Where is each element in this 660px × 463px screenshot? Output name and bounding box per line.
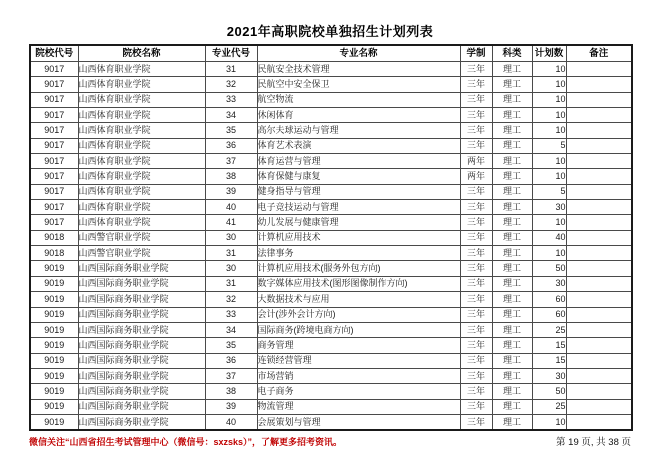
table-cell: 10 <box>532 215 566 230</box>
table-row <box>30 138 632 153</box>
table-cell: 理工 <box>492 92 532 107</box>
table-row <box>30 261 632 276</box>
table-row <box>30 169 632 184</box>
table-cell: 电子竞技运动与管理 <box>257 200 460 215</box>
table-cell: 三年 <box>460 261 492 276</box>
table-cell: 9019 <box>30 276 78 291</box>
table-cell: 30 <box>205 261 257 276</box>
table-cell: 三年 <box>460 123 492 138</box>
table-cell: 理工 <box>492 123 532 138</box>
table-cell: 三年 <box>460 292 492 307</box>
table-cell <box>566 307 632 322</box>
table-cell: 理工 <box>492 307 532 322</box>
table-cell: 9017 <box>30 123 78 138</box>
table-cell: 三年 <box>460 200 492 215</box>
table-cell: 50 <box>532 261 566 276</box>
table-cell: 体育运营与管理 <box>257 154 460 169</box>
table-cell: 9019 <box>30 292 78 307</box>
table-cell: 37 <box>205 154 257 169</box>
table-cell <box>566 230 632 245</box>
table-cell: 计算机应用技术(服务外包方向) <box>257 261 460 276</box>
table-cell: 民航空中安全保卫 <box>257 77 460 92</box>
table-cell: 9018 <box>30 230 78 245</box>
table-cell: 法律事务 <box>257 246 460 261</box>
table-row <box>30 92 632 107</box>
table-cell: 10 <box>532 92 566 107</box>
table-cell: 理工 <box>492 108 532 123</box>
table-cell: 数字媒体应用技术(图形图像制作方向) <box>257 276 460 291</box>
table-cell: 25 <box>532 322 566 337</box>
table-cell: 9017 <box>30 169 78 184</box>
table-cell: 理工 <box>492 138 532 153</box>
table-cell: 山西体育职业学院 <box>78 169 205 184</box>
table-cell: 休闲体育 <box>257 108 460 123</box>
table-cell: 36 <box>205 353 257 368</box>
table-row <box>30 338 632 353</box>
table-cell <box>566 399 632 414</box>
table-row <box>30 414 632 430</box>
table-cell: 理工 <box>492 77 532 92</box>
table-cell: 理工 <box>492 399 532 414</box>
table-cell: 9019 <box>30 261 78 276</box>
table-cell: 三年 <box>460 77 492 92</box>
enrollment-plan-table <box>29 44 633 431</box>
table-cell: 9017 <box>30 92 78 107</box>
table-cell <box>566 261 632 276</box>
table-cell: 10 <box>532 123 566 138</box>
table-cell: 三年 <box>460 184 492 199</box>
column-header: 专业名称 <box>257 45 460 62</box>
table-cell: 理工 <box>492 169 532 184</box>
table-cell: 高尔夫球运动与管理 <box>257 123 460 138</box>
table-cell: 理工 <box>492 261 532 276</box>
table-row <box>30 184 632 199</box>
table-cell: 山西体育职业学院 <box>78 62 205 77</box>
table-cell: 9017 <box>30 154 78 169</box>
table-cell: 33 <box>205 307 257 322</box>
table-row <box>30 215 632 230</box>
table-cell: 三年 <box>460 215 492 230</box>
table-cell: 三年 <box>460 384 492 399</box>
table-cell: 理工 <box>492 368 532 383</box>
table-cell: 理工 <box>492 322 532 337</box>
table-cell: 25 <box>532 399 566 414</box>
table-cell <box>566 322 632 337</box>
column-header: 计划数 <box>532 45 566 62</box>
table-cell: 三年 <box>460 307 492 322</box>
table-cell: 33 <box>205 92 257 107</box>
table-cell: 三年 <box>460 62 492 77</box>
column-header: 专业代号 <box>205 45 257 62</box>
table-cell <box>566 169 632 184</box>
table-cell: 38 <box>205 169 257 184</box>
table-cell: 三年 <box>460 92 492 107</box>
table-cell: 35 <box>205 123 257 138</box>
column-header: 院校名称 <box>78 45 205 62</box>
table-cell: 9019 <box>30 353 78 368</box>
page-title: 2021年高职院校单独招生计划列表 <box>226 24 434 39</box>
table-container <box>29 44 631 431</box>
table-cell: 市场营销 <box>257 368 460 383</box>
table-cell: 航空物流 <box>257 92 460 107</box>
table-cell: 会计(涉外会计方向) <box>257 307 460 322</box>
table-cell: 40 <box>205 200 257 215</box>
table-cell: 山西体育职业学院 <box>78 215 205 230</box>
footer-wechat-notice: 微信关注“山西省招生考试管理中心（微信号：sxzsks）”，了解更多招考资讯。 <box>29 437 343 448</box>
table-cell: 幼儿发展与健康管理 <box>257 215 460 230</box>
table-cell: 40 <box>205 414 257 430</box>
table-cell: 38 <box>205 384 257 399</box>
table-cell: 山西体育职业学院 <box>78 77 205 92</box>
page-footer <box>29 434 631 448</box>
table-cell: 理工 <box>492 338 532 353</box>
table-cell: 32 <box>205 77 257 92</box>
table-cell <box>566 92 632 107</box>
table-cell: 山西体育职业学院 <box>78 154 205 169</box>
table-cell <box>566 62 632 77</box>
table-cell <box>566 368 632 383</box>
table-cell: 连锁经营管理 <box>257 353 460 368</box>
table-row <box>30 246 632 261</box>
table-cell: 山西国际商务职业学院 <box>78 292 205 307</box>
table-cell <box>566 414 632 430</box>
table-row <box>30 399 632 414</box>
table-cell: 60 <box>532 307 566 322</box>
table-cell: 9017 <box>30 215 78 230</box>
table-cell: 9018 <box>30 246 78 261</box>
table-cell: 计算机应用技术 <box>257 230 460 245</box>
table-cell: 山西体育职业学院 <box>78 123 205 138</box>
table-cell: 理工 <box>492 184 532 199</box>
table-cell: 山西国际商务职业学院 <box>78 261 205 276</box>
table-cell: 10 <box>532 169 566 184</box>
table-cell: 15 <box>532 353 566 368</box>
table-cell <box>566 154 632 169</box>
table-cell <box>566 200 632 215</box>
table-cell: 40 <box>532 230 566 245</box>
table-cell: 山西体育职业学院 <box>78 184 205 199</box>
table-cell: 理工 <box>492 246 532 261</box>
table-row <box>30 384 632 399</box>
table-cell: 理工 <box>492 414 532 430</box>
table-cell <box>566 292 632 307</box>
table-cell: 30 <box>532 200 566 215</box>
table-cell: 9019 <box>30 399 78 414</box>
table-cell: 41 <box>205 215 257 230</box>
table-cell: 山西体育职业学院 <box>78 200 205 215</box>
table-cell: 31 <box>205 276 257 291</box>
table-cell: 三年 <box>460 399 492 414</box>
table-row <box>30 62 632 77</box>
table-cell: 理工 <box>492 276 532 291</box>
table-row <box>30 77 632 92</box>
table-cell: 5 <box>532 138 566 153</box>
table-cell: 山西国际商务职业学院 <box>78 399 205 414</box>
table-cell: 商务管理 <box>257 338 460 353</box>
table-cell: 34 <box>205 108 257 123</box>
table-cell: 三年 <box>460 138 492 153</box>
table-cell: 山西国际商务职业学院 <box>78 338 205 353</box>
column-header: 院校代号 <box>30 45 78 62</box>
table-cell: 山西国际商务职业学院 <box>78 276 205 291</box>
table-cell: 30 <box>532 368 566 383</box>
table-cell: 理工 <box>492 353 532 368</box>
table-cell: 国际商务(跨境电商方向) <box>257 322 460 337</box>
table-row <box>30 307 632 322</box>
table-cell: 60 <box>532 292 566 307</box>
table-header-row <box>30 45 632 62</box>
table-cell: 36 <box>205 138 257 153</box>
table-row <box>30 230 632 245</box>
table-cell: 物流管理 <box>257 399 460 414</box>
table-cell: 9019 <box>30 368 78 383</box>
table-cell: 三年 <box>460 322 492 337</box>
table-cell <box>566 77 632 92</box>
table-cell: 9019 <box>30 384 78 399</box>
table-row <box>30 108 632 123</box>
table-cell: 39 <box>205 184 257 199</box>
column-header: 科类 <box>492 45 532 62</box>
table-cell <box>566 184 632 199</box>
table-cell: 9019 <box>30 307 78 322</box>
table-cell: 民航安全技术管理 <box>257 62 460 77</box>
table-cell: 35 <box>205 338 257 353</box>
table-cell: 山西国际商务职业学院 <box>78 353 205 368</box>
table-cell: 山西警官职业学院 <box>78 246 205 261</box>
table-cell: 山西国际商务职业学院 <box>78 307 205 322</box>
table-cell: 37 <box>205 368 257 383</box>
table-cell <box>566 353 632 368</box>
table-cell: 三年 <box>460 246 492 261</box>
table-cell: 体育艺术表演 <box>257 138 460 153</box>
table-cell: 理工 <box>492 230 532 245</box>
table-cell: 10 <box>532 154 566 169</box>
table-cell: 31 <box>205 62 257 77</box>
table-cell: 三年 <box>460 276 492 291</box>
table-cell <box>566 215 632 230</box>
table-cell: 32 <box>205 292 257 307</box>
table-row <box>30 292 632 307</box>
table-cell: 10 <box>532 414 566 430</box>
table-cell: 9019 <box>30 322 78 337</box>
table-row <box>30 322 632 337</box>
table-cell: 50 <box>532 384 566 399</box>
column-header: 学制 <box>460 45 492 62</box>
table-cell <box>566 138 632 153</box>
table-cell: 9019 <box>30 414 78 430</box>
table-row <box>30 200 632 215</box>
table-row <box>30 123 632 138</box>
table-cell: 三年 <box>460 108 492 123</box>
table-cell: 山西警官职业学院 <box>78 230 205 245</box>
table-cell: 9017 <box>30 108 78 123</box>
table-cell: 9017 <box>30 138 78 153</box>
table-cell: 山西体育职业学院 <box>78 138 205 153</box>
table-cell: 大数据技术与应用 <box>257 292 460 307</box>
table-cell: 9017 <box>30 77 78 92</box>
table-cell: 健身指导与管理 <box>257 184 460 199</box>
table-cell: 两年 <box>460 154 492 169</box>
table-cell: 39 <box>205 399 257 414</box>
table-cell: 山西体育职业学院 <box>78 92 205 107</box>
table-cell: 理工 <box>492 200 532 215</box>
table-cell: 5 <box>532 184 566 199</box>
table-cell: 三年 <box>460 230 492 245</box>
table-cell: 理工 <box>492 154 532 169</box>
table-cell: 理工 <box>492 292 532 307</box>
table-cell: 电子商务 <box>257 384 460 399</box>
table-row <box>30 276 632 291</box>
table-cell: 山西国际商务职业学院 <box>78 322 205 337</box>
table-cell: 山西体育职业学院 <box>78 108 205 123</box>
table-row <box>30 368 632 383</box>
table-cell: 理工 <box>492 215 532 230</box>
table-cell: 山西国际商务职业学院 <box>78 368 205 383</box>
table-cell <box>566 123 632 138</box>
table-cell: 理工 <box>492 62 532 77</box>
table-cell: 30 <box>532 276 566 291</box>
table-cell: 10 <box>532 62 566 77</box>
table-cell: 10 <box>532 108 566 123</box>
footer-page-number: 第 19 页, 共 38 页 <box>556 437 631 449</box>
table-cell: 山西国际商务职业学院 <box>78 414 205 430</box>
table-cell: 10 <box>532 246 566 261</box>
table-cell: 9017 <box>30 184 78 199</box>
table-cell: 15 <box>532 338 566 353</box>
table-cell: 体育保健与康复 <box>257 169 460 184</box>
table-cell: 30 <box>205 230 257 245</box>
column-header: 备注 <box>566 45 632 62</box>
table-cell: 会展策划与管理 <box>257 414 460 430</box>
table-cell: 9017 <box>30 62 78 77</box>
table-cell: 山西国际商务职业学院 <box>78 384 205 399</box>
table-cell: 三年 <box>460 338 492 353</box>
table-cell <box>566 108 632 123</box>
table-cell: 理工 <box>492 384 532 399</box>
table-cell: 10 <box>532 77 566 92</box>
table-cell <box>566 338 632 353</box>
table-cell: 34 <box>205 322 257 337</box>
table-cell: 9017 <box>30 200 78 215</box>
table-cell: 三年 <box>460 414 492 430</box>
table-cell: 31 <box>205 246 257 261</box>
table-cell <box>566 384 632 399</box>
table-cell: 三年 <box>460 353 492 368</box>
table-cell <box>566 276 632 291</box>
table-cell: 两年 <box>460 169 492 184</box>
table-cell <box>566 246 632 261</box>
table-cell: 9019 <box>30 338 78 353</box>
table-row <box>30 353 632 368</box>
table-cell: 三年 <box>460 368 492 383</box>
table-row <box>30 154 632 169</box>
